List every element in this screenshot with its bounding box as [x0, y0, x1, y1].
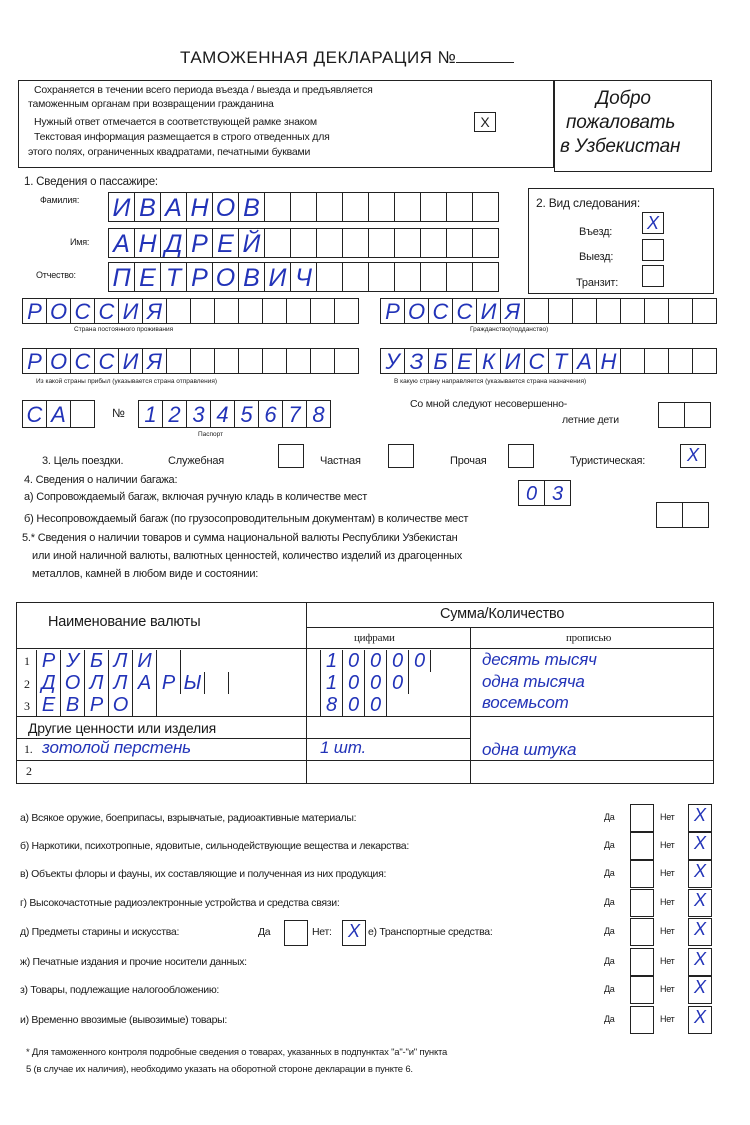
footnote-line-2: 5 (в случае их наличия), необходимо указать на оборотной стороне декларации в пункте 6.	[26, 1064, 413, 1075]
transport-label: е) Транспортные средства:	[368, 926, 493, 938]
citizenship-label: Гражданство(подданство)	[470, 326, 549, 333]
letter-cell: В	[135, 193, 161, 221]
letter-cell: Е	[135, 263, 161, 291]
letter-cell	[645, 299, 669, 323]
purpose-heading: 3. Цель поездки.	[42, 455, 124, 467]
intro-line-5: этого полях, ограниченных квадратами, печатными буквами	[28, 146, 311, 158]
purpose-other-label: Прочая	[450, 455, 487, 467]
letter-cell: С	[525, 349, 549, 373]
antiques-yes-label: Да	[258, 926, 271, 938]
letter-cell: О	[213, 193, 239, 221]
row-3-number: 3	[24, 699, 30, 713]
baggage-heading: 4. Сведения о наличии багажа:	[24, 474, 178, 486]
letter-cell	[573, 299, 597, 323]
letter-cell: Я	[143, 349, 167, 373]
letter-cell	[473, 263, 499, 291]
letter-cell	[447, 229, 473, 257]
question-no-checkbox-1[interactable]: X	[688, 832, 712, 860]
letter-cell: Р	[23, 299, 47, 323]
valuable-1-digits[interactable]: 1 шт.	[320, 738, 366, 757]
question-yes-checkbox-5[interactable]	[630, 948, 654, 976]
question-no-checkbox-2[interactable]: X	[688, 860, 712, 888]
letter-cell: Б	[429, 349, 453, 373]
letter-cell	[395, 263, 421, 291]
letter-cell	[343, 229, 369, 257]
welcome-line-1: Добро	[596, 88, 651, 109]
question-label-3: г) Высокочастотные радиоэлектронные устройства и средства связи:	[20, 897, 340, 909]
letter-cell: И	[109, 193, 135, 221]
row-2-name[interactable]	[36, 672, 229, 694]
row-1-number: 1	[24, 654, 30, 668]
question-yes-checkbox-1[interactable]	[630, 832, 654, 860]
letter-cell: Л	[109, 650, 133, 672]
purpose-private-checkbox[interactable]	[388, 444, 414, 468]
footnote-line-1: * Для таможенного контроля подробные сведения о товарах, указанных в подпунктах "а"-"и" пункта	[26, 1047, 448, 1058]
question-yes-checkbox-2[interactable]	[630, 860, 654, 888]
question-yes-checkbox-0[interactable]	[630, 804, 654, 832]
intro-line-4: Текстовая информация размещается в строго отведенных для	[34, 131, 330, 143]
valuables-heading: Другие ценности или изделия	[28, 720, 217, 736]
letter-cell: 0	[387, 650, 409, 672]
letter-cell: К	[477, 349, 501, 373]
question-label-5: ж) Печатные издания и прочие носители данных:	[20, 956, 247, 968]
entry-checkbox[interactable]: X	[642, 212, 664, 234]
letter-cell: Ч	[291, 263, 317, 291]
letter-cell: 0	[409, 650, 431, 672]
letter-cell	[71, 401, 95, 427]
letter-cell	[205, 672, 229, 694]
letter-cell: 5	[235, 401, 259, 427]
letter-cell	[369, 263, 395, 291]
letter-cell: 0	[343, 672, 365, 694]
welcome-line-2: пожаловать	[566, 112, 676, 133]
letter-cell: 0	[365, 694, 387, 716]
letter-cell: И	[119, 349, 143, 373]
letter-cell	[335, 349, 359, 373]
to-country-label: В какую страну направляется (указывается страна назначения)	[394, 378, 587, 385]
letter-cell: Й	[239, 229, 265, 257]
question-label-1: б) Наркотики, психотропные, ядовитые, сильнодействующие вещества и лекарства:	[20, 840, 409, 852]
letter-cell	[447, 193, 473, 221]
welcome-line-3: в Узбекистан	[560, 136, 681, 157]
letter-cell: О	[109, 694, 133, 716]
letter-cell: 8	[307, 401, 331, 427]
row-3-digits[interactable]	[320, 694, 387, 716]
letter-cell	[657, 503, 683, 527]
letter-cell: 0	[387, 672, 409, 694]
transit-checkbox[interactable]	[642, 265, 664, 287]
letter-cell: С	[453, 299, 477, 323]
question-label-7: и) Временно ввозимые (вывозимые) товары:	[20, 1014, 227, 1026]
letter-cell: 6	[259, 401, 283, 427]
question-yes-label-1: Да	[604, 840, 615, 850]
letter-cell: А	[133, 672, 157, 694]
letter-cell: У	[381, 349, 405, 373]
letter-cell	[693, 299, 717, 323]
patronymic-field[interactable]	[108, 262, 499, 292]
letter-cell	[669, 349, 693, 373]
letter-cell: И	[119, 299, 143, 323]
letter-cell	[317, 229, 343, 257]
letter-cell: П	[109, 263, 135, 291]
question-no-checkbox-3[interactable]: X	[688, 889, 712, 917]
letter-cell	[335, 299, 359, 323]
letter-cell: И	[501, 349, 525, 373]
question-yes-checkbox-4[interactable]	[630, 918, 654, 946]
passport-label: Паспорт	[198, 431, 224, 438]
col-digits: цифрами	[354, 632, 395, 644]
letter-cell: 3	[545, 481, 571, 505]
letter-cell: А	[47, 401, 71, 427]
surname-field[interactable]	[108, 192, 499, 222]
letter-cell	[265, 229, 291, 257]
children-label-1: Со мной следуют несовершенно-	[410, 398, 568, 410]
letter-cell	[239, 299, 263, 323]
letter-cell	[157, 650, 181, 672]
letter-cell	[549, 299, 573, 323]
question-yes-label-6: Да	[604, 984, 615, 994]
letter-cell: У	[61, 650, 85, 672]
question-no-label-3: Нет	[660, 897, 675, 907]
valuable-1-name[interactable]: зотолой перстень	[42, 738, 191, 757]
question-no-label-0: Нет	[660, 812, 675, 822]
letter-cell: Р	[85, 694, 109, 716]
letter-cell: Р	[37, 650, 61, 672]
exit-label: Выезд:	[579, 251, 614, 263]
from-country-label: Из какой страны прибыл (указывается страна отправления)	[36, 378, 218, 385]
letter-cell: С	[71, 349, 95, 373]
question-no-label-5: Нет	[660, 956, 675, 966]
letter-cell	[659, 403, 685, 427]
purpose-official-label: Служебная	[168, 455, 224, 467]
transit-label: Транзит:	[576, 277, 619, 289]
letter-cell: 0	[365, 650, 387, 672]
row-2-number: 2	[24, 677, 30, 691]
purpose-tourist-label: Туристическая:	[570, 455, 646, 467]
letter-cell	[133, 694, 157, 716]
baggage-accompanied-count[interactable]	[518, 480, 571, 506]
letter-cell: Д	[37, 672, 61, 694]
letter-cell: Р	[381, 299, 405, 323]
intro-line-1: Сохраняется в течении всего периода въезда / выезда и предъявляется	[34, 84, 373, 96]
question-yes-label-5: Да	[604, 956, 615, 966]
letter-cell: О	[47, 349, 71, 373]
letter-cell: Я	[143, 299, 167, 323]
letter-cell: И	[477, 299, 501, 323]
letter-cell: О	[405, 299, 429, 323]
letter-cell: И	[133, 650, 157, 672]
letter-cell	[685, 403, 711, 427]
letter-cell	[525, 299, 549, 323]
antiques-no-checkbox[interactable]: X	[342, 920, 366, 946]
letter-cell: А	[161, 193, 187, 221]
col-amount: Сумма/Количество	[440, 606, 565, 622]
letter-cell: С	[95, 349, 119, 373]
letter-cell: С	[71, 299, 95, 323]
question-no-label-7: Нет	[660, 1014, 675, 1024]
letter-cell: Е	[453, 349, 477, 373]
question-yes-label-4: Да	[604, 926, 615, 936]
letter-cell	[215, 349, 239, 373]
valuable-2-number: 2	[26, 764, 32, 778]
valuable-1-words[interactable]: одна штука	[482, 740, 577, 759]
letter-cell	[421, 193, 447, 221]
letter-cell	[317, 263, 343, 291]
letter-cell	[395, 193, 421, 221]
letter-cell: А	[573, 349, 597, 373]
question-yes-label-2: Да	[604, 868, 615, 878]
letter-cell: 0	[519, 481, 545, 505]
name-field[interactable]	[108, 228, 499, 258]
letter-cell: С	[95, 299, 119, 323]
letter-cell	[421, 263, 447, 291]
letter-cell	[343, 263, 369, 291]
question-no-label-2: Нет	[660, 868, 675, 878]
intro-line-3: Нужный ответ отмечается в соответствующей рамке знаком	[34, 116, 317, 128]
letter-cell	[597, 299, 621, 323]
letter-cell	[317, 193, 343, 221]
letter-cell: 1	[321, 650, 343, 672]
exit-checkbox[interactable]	[642, 239, 664, 261]
letter-cell: Н	[597, 349, 621, 373]
baggage-accompanied-label: а) Сопровождаемый багаж, включая ручную кладь в количестве мест	[24, 491, 368, 503]
residence-country-field[interactable]	[22, 298, 359, 324]
citizenship-field[interactable]	[380, 298, 717, 324]
question-yes-checkbox-6[interactable]	[630, 976, 654, 1004]
letter-cell: Н	[135, 229, 161, 257]
passenger-heading: 1. Сведения о пассажире:	[24, 176, 158, 188]
question-label-4: д) Предметы старины и искусства:	[20, 926, 180, 938]
passport-series-field[interactable]	[22, 400, 95, 428]
intro-example-checkbox: X	[474, 112, 496, 132]
section5-line-3: металлов, камней в любом виде и состоянии:	[32, 568, 259, 580]
letter-cell	[669, 299, 693, 323]
letter-cell: В	[239, 193, 265, 221]
question-yes-checkbox-3[interactable]	[630, 889, 654, 917]
letter-cell	[473, 229, 499, 257]
letter-cell: 3	[187, 401, 211, 427]
letter-cell	[343, 193, 369, 221]
letter-cell	[645, 349, 669, 373]
letter-cell: С	[23, 401, 47, 427]
purpose-private-label: Частная	[320, 455, 361, 467]
letter-cell: Р	[187, 229, 213, 257]
letter-cell: Л	[109, 672, 133, 694]
intro-line-2: таможенным органам при возвращении гражданина	[28, 98, 274, 110]
letter-cell	[287, 299, 311, 323]
surname-label: Фамилия:	[40, 195, 80, 205]
letter-cell: 8	[321, 694, 343, 716]
question-yes-checkbox-7[interactable]	[630, 1006, 654, 1034]
baggage-unaccompanied-label: б) Несопровождаемый багаж (по грузосопроводительным документам) в количестве мест	[24, 513, 469, 525]
question-no-checkbox-6[interactable]: X	[688, 976, 712, 1004]
letter-cell	[291, 229, 317, 257]
letter-cell: 0	[365, 672, 387, 694]
letter-cell: Р	[157, 672, 181, 694]
letter-cell	[291, 193, 317, 221]
question-no-checkbox-0[interactable]: X	[688, 804, 712, 832]
letter-cell: 0	[343, 694, 365, 716]
letter-cell	[263, 299, 287, 323]
entry-label: Въезд:	[579, 226, 613, 238]
letter-cell	[215, 299, 239, 323]
letter-cell: 7	[283, 401, 307, 427]
letter-cell	[421, 229, 447, 257]
question-yes-label-3: Да	[604, 897, 615, 907]
letter-cell: В	[239, 263, 265, 291]
purpose-official-checkbox[interactable]	[278, 444, 304, 468]
baggage-unaccompanied-count[interactable]	[656, 502, 709, 528]
letter-cell	[621, 349, 645, 373]
letter-cell: А	[109, 229, 135, 257]
letter-cell	[311, 299, 335, 323]
question-yes-label-7: Да	[604, 1014, 615, 1024]
row-1-words[interactable]: десять тысяч	[482, 650, 597, 669]
question-no-checkbox-5[interactable]: X	[688, 948, 712, 976]
letter-cell	[369, 193, 395, 221]
letter-cell: З	[405, 349, 429, 373]
name-label: Имя:	[70, 237, 90, 247]
letter-cell	[263, 349, 287, 373]
question-label-2: в) Объекты флоры и фауны, их составляющие и полученная из них продукция:	[20, 868, 387, 880]
question-yes-label-0: Да	[604, 812, 615, 822]
purpose-tourist-checkbox[interactable]: X	[680, 444, 706, 468]
question-no-checkbox-7[interactable]: X	[688, 1006, 712, 1034]
children-label-2: летние дети	[562, 414, 619, 426]
section5-line-2: или иной наличной валюты, валютных ценностей, количество изделий из драгоценных	[32, 550, 463, 562]
col-words: прописью	[566, 632, 612, 644]
col-currency-name: Наименование валюты	[48, 614, 201, 630]
letter-cell: Т	[161, 263, 187, 291]
letter-cell: Ы	[181, 672, 205, 694]
letter-cell	[239, 349, 263, 373]
row-1-name[interactable]	[36, 650, 181, 672]
letter-cell: Д	[161, 229, 187, 257]
travel-type-heading: 2. Вид следования:	[536, 196, 640, 210]
letter-cell	[265, 193, 291, 221]
letter-cell: Е	[213, 229, 239, 257]
question-no-label-1: Нет	[660, 840, 675, 850]
passport-number-field[interactable]	[138, 400, 331, 428]
row-3-words[interactable]: восемьсот	[482, 693, 569, 712]
patronymic-label: Отчество:	[36, 270, 76, 280]
section5-line-1: 5.* Сведения о наличии товаров и сумма национальной валюты Республики Узбекистан	[22, 532, 458, 544]
to-country-field[interactable]	[380, 348, 717, 374]
valuable-1-number: 1.	[24, 742, 33, 756]
letter-cell: С	[429, 299, 453, 323]
antiques-yes-checkbox[interactable]	[284, 920, 308, 946]
row-2-words[interactable]: одна тысяча	[482, 672, 585, 691]
question-label-0: а) Всякое оружие, боеприпасы, взрывчатые, радиоактивные материалы:	[20, 812, 357, 824]
row-1-digits[interactable]	[320, 650, 431, 672]
letter-cell	[191, 299, 215, 323]
letter-cell: Р	[187, 263, 213, 291]
letter-cell: Р	[23, 349, 47, 373]
residence-country-label: Страна постоянного проживания	[74, 326, 174, 333]
question-no-label-4: Нет	[660, 926, 675, 936]
letter-cell: 4	[211, 401, 235, 427]
letter-cell	[621, 299, 645, 323]
letter-cell: О	[47, 299, 71, 323]
letter-cell	[447, 263, 473, 291]
passport-number-sign: №	[112, 406, 125, 420]
letter-cell: Б	[85, 650, 109, 672]
from-country-field[interactable]	[22, 348, 359, 374]
letter-cell: 1	[139, 401, 163, 427]
letter-cell: О	[61, 672, 85, 694]
letter-cell	[191, 349, 215, 373]
letter-cell: Я	[501, 299, 525, 323]
letter-cell	[683, 503, 709, 527]
letter-cell: И	[265, 263, 291, 291]
row-2-digits[interactable]	[320, 672, 409, 694]
letter-cell	[167, 349, 191, 373]
letter-cell: 1	[321, 672, 343, 694]
letter-cell: Т	[549, 349, 573, 373]
page-title: ТАМОЖЕННАЯ ДЕКЛАРАЦИЯ №	[180, 48, 514, 68]
question-no-label-6: Нет	[660, 984, 675, 994]
letter-cell: В	[61, 694, 85, 716]
letter-cell: О	[213, 263, 239, 291]
letter-cell	[369, 229, 395, 257]
letter-cell	[473, 193, 499, 221]
antiques-no-label: Нет:	[312, 926, 332, 938]
letter-cell: Л	[85, 672, 109, 694]
letter-cell: Е	[37, 694, 61, 716]
letter-cell: Н	[187, 193, 213, 221]
question-no-checkbox-4[interactable]: X	[688, 918, 712, 946]
letter-cell	[287, 349, 311, 373]
letter-cell: 2	[163, 401, 187, 427]
letter-cell	[395, 229, 421, 257]
purpose-other-checkbox[interactable]	[508, 444, 534, 468]
letter-cell	[311, 349, 335, 373]
letter-cell	[167, 299, 191, 323]
row-3-name[interactable]	[36, 694, 157, 716]
letter-cell: 0	[343, 650, 365, 672]
question-label-6: з) Товары, подлежащие налогообложению:	[20, 984, 220, 996]
children-field[interactable]	[658, 402, 711, 428]
letter-cell	[693, 349, 717, 373]
